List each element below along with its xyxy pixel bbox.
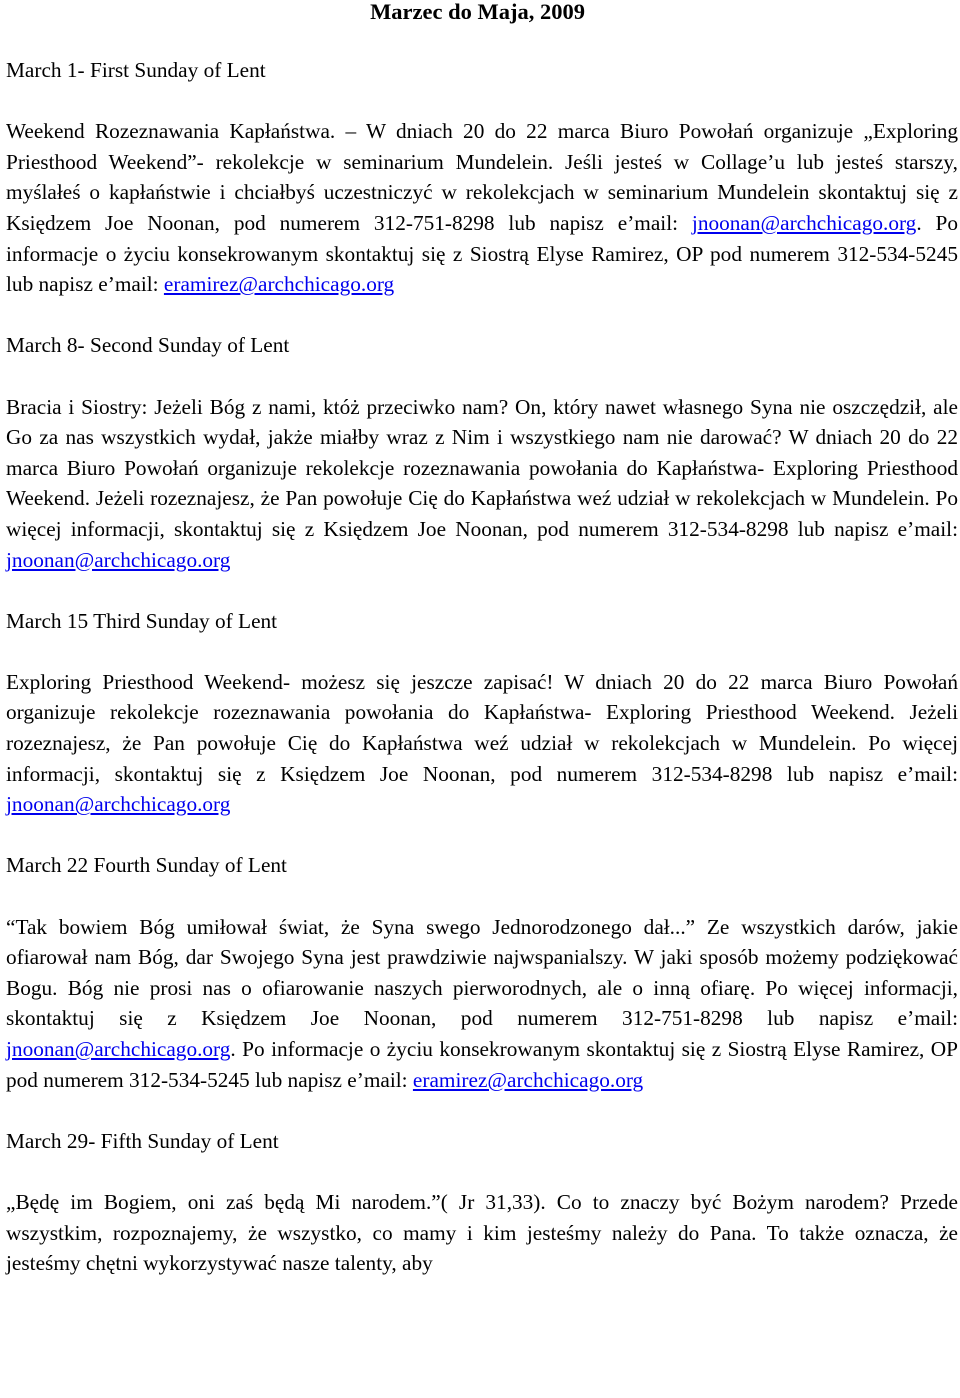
section-heading: March 29- Fifth Sunday of Lent bbox=[6, 1128, 279, 1153]
email-link-jnoonan[interactable]: jnoonan@archchicago.org bbox=[691, 210, 917, 235]
body-text: . Po informacje o życiu konsekrowanym skontaktuj się z Siostrą Elyse Ramirez, OP pod numerem 312-534-5245 lub napisz e’mail: bbox=[6, 1037, 958, 1092]
section-march-8 bbox=[6, 330, 958, 605]
bulletin-page bbox=[6, 55, 958, 1279]
page-header-date-range: Marzec do Maja, 2009 bbox=[370, 0, 585, 24]
email-link-jnoonan[interactable]: jnoonan@archchicago.org bbox=[6, 547, 231, 572]
body-text: . Po informacje o życiu konsekrowanym skontaktuj się z Siostrą Elyse Ramirez, OP pod numerem 312-534-5245 lub napisz e’mail: bbox=[6, 210, 958, 297]
body-text: Weekend Rozeznawania Kapłaństwa. – W dniach 20 do 22 marca Biuro Powołań organizuje „Exploring Priesthood Weekend”- rekolekcje w seminarium Mundelein. Jeśli jesteś w Collage’u lub jesteś starszy, myślałeś o kapłaństwie i chciałbyś uczestniczyć w rekolekcjach w seminarium Mundelein skontaktuj się z Księdzem Joe Noonan, pod numerem 312-751-8298 lub napisz e’mail: bbox=[6, 119, 958, 235]
body-text: „Będę im Bogiem, oni zaś będą Mi narodem.”( Jr 31,33). Co to znaczy być Bożym narodem? Przede wszystkim, rozpoznajemy, że wszystko, co mamy i kim jesteśmy należy do Pana. To także oznacza, że jesteśmy chętni wykorzystywać nasze talenty, aby bbox=[6, 1189, 958, 1276]
body-text: Bracia i Siostry: Jeżeli Bóg z nami, któż przeciwko nam? On, który nawet własnego Syna nie oszczędził, ale Go za nas wszystkich wydał, jakże miałby wraz z Nim i wszystkiego nam nie darować? W dniach 20 do 22 marca Biuro Powołań organizuje rekolekcje rozeznawania powołania do Kapłaństwa- Exploring Priesthood Weekend. Jeżeli rozeznajesz, że Pan powołuje Cię do Kapłaństwa weź udział w rekolekcjach w Mundelein. Po więcej informacji, skontaktuj się z Księdzem Joe Noonan, pod numerem 312-534-8298 lub napisz e’mail: bbox=[6, 394, 958, 541]
section-heading: March 22 Fourth Sunday of Lent bbox=[6, 853, 287, 878]
section-body bbox=[6, 116, 958, 300]
email-link-eramirez[interactable]: eramirez@archchicago.org bbox=[163, 272, 395, 297]
email-link-jnoonan[interactable]: jnoonan@archchicago.org bbox=[6, 1037, 231, 1061]
email-link-eramirez[interactable]: eramirez@archchicago.org bbox=[412, 1067, 644, 1092]
section-body bbox=[6, 667, 958, 820]
section-march-22 bbox=[6, 850, 958, 1125]
section-heading: March 15 Third Sunday of Lent bbox=[6, 608, 278, 633]
section-body bbox=[6, 392, 958, 576]
body-text: “Tak bowiem Bóg umiłował świat, że Syna swego Jednorodzonego dał...” Ze wszystkich darów, jakie ofiarował nam Bóg, dar Swojego Syna jest prawdziwie najwspanialszy. W jaki sposób możemy podziękować Bogu. Bóg nie prosi nas o ofiarowanie naszych pierworodnych, ale o inną ofiarę. Po więcej informacji, skontaktuj się z Księdzem Joe Noonan, pod numerem 312-751-8298 lub napisz e’mail: bbox=[6, 914, 958, 1031]
section-body bbox=[6, 1187, 958, 1279]
section-march-29 bbox=[6, 1126, 958, 1279]
section-march-1 bbox=[6, 55, 958, 330]
section-march-15 bbox=[6, 606, 958, 851]
section-heading: March 8- Second Sunday of Lent bbox=[6, 333, 290, 358]
body-text: Exploring Priesthood Weekend- możesz się jeszcze zapisać! W dniach 20 do 22 marca Biuro Powołań organizuje rekolekcje rozeznawania powołania do Kapłaństwa- Exploring Priesthood Weekend. Jeżeli rozeznajesz, że Pan powołuje Cię do Kapłaństwa weź udział w rekolekcjach w Mundelein. Po więcej informacji, skontaktuj się z Księdzem Joe Noonan, pod numerem 312-534-8298 lub napisz e’mail: bbox=[6, 669, 958, 786]
section-body bbox=[6, 912, 958, 1096]
section-heading: March 1- First Sunday of Lent bbox=[6, 58, 266, 82]
email-link-jnoonan[interactable]: jnoonan@archchicago.org bbox=[6, 792, 231, 817]
